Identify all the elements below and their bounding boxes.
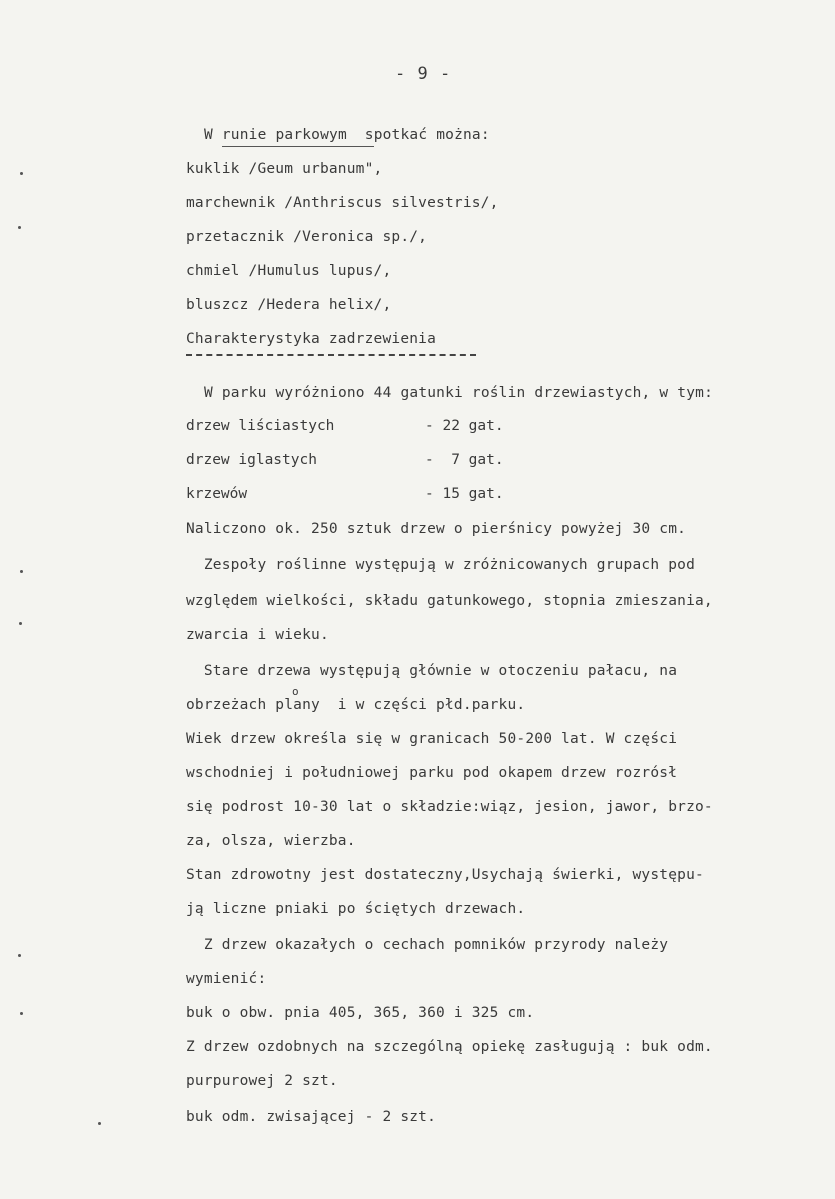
- count-label-shrubs: krzewów: [186, 486, 248, 502]
- count-value-coniferous: - 7 gat.: [425, 452, 504, 468]
- margin-speck: [19, 622, 22, 625]
- margin-speck: [20, 1012, 23, 1015]
- margin-speck: [18, 226, 21, 229]
- text-line-7: Wiek drzew określa się w granicach 50-200 lat. W części: [186, 731, 678, 747]
- trees-intro: W parku wyróżniono 44 gatunki roślin drzewiastych, w tym:: [204, 385, 713, 401]
- section-heading: Charakterystyka zadrzewienia: [186, 331, 437, 347]
- text-line-12: ją liczne pniaki po ściętych drzewach.: [186, 901, 526, 917]
- runo-underline: [222, 146, 374, 147]
- plant-line-4: chmiel /Humulus lupus/,: [186, 263, 392, 279]
- plant-line-1: kuklik /Geum urbanum",: [186, 161, 383, 177]
- text-line-6: obrzeżach plany i w części płd.parku.: [186, 697, 526, 713]
- page-number: - 9 -: [395, 64, 452, 84]
- runo-intro-suffix: spotkać można:: [346, 127, 490, 143]
- count-value-shrubs: - 15 gat.: [425, 486, 504, 502]
- text-line-14: wymienić:: [186, 971, 267, 987]
- plant-line-5: bluszcz /Hedera helix/,: [186, 297, 392, 313]
- count-value-deciduous: - 22 gat.: [425, 418, 504, 434]
- text-line-8: wschodniej i południowej parku pod okapem drzew rozrósł: [186, 765, 678, 781]
- text-line-1: Naliczono ok. 250 sztuk drzew o pierśnicy powyżej 30 cm.: [186, 521, 687, 537]
- text-line-17: purpurowej 2 szt.: [186, 1073, 338, 1089]
- text-line-5: Stare drzewa występują głównie w otoczeniu pałacu, na: [186, 663, 678, 679]
- text-line-15: buk o obw. pnia 405, 365, 360 i 325 cm.: [186, 1005, 535, 1021]
- count-label-coniferous: drzew iglastych: [186, 452, 317, 468]
- text-line-18: buk odm. zwisającej - 2 szt.: [186, 1109, 437, 1125]
- margin-speck: [20, 172, 23, 175]
- text-line-4: zwarcia i wieku.: [186, 627, 329, 643]
- text-line-2: Zespoły roślinne występują w zróżnicowanych grupach pod: [186, 557, 695, 573]
- runo-intro-underlined: runie parkowym: [221, 127, 347, 143]
- text-line-9: się podrost 10-30 lat o składzie:wiąz, jesion, jawor, brzo-: [186, 799, 713, 815]
- plant-line-3: przetacznik /Veronica sp./,: [186, 229, 428, 245]
- text-line-11: Stan zdrowotny jest dostateczny,Usychają świerki, występu-: [186, 867, 704, 883]
- text-line-16: Z drzew ozdobnych na szczególną opiekę zasługują : buk odm.: [186, 1039, 713, 1055]
- runo-intro: [204, 126, 490, 144]
- section-heading-underline: [186, 354, 476, 356]
- margin-speck: [18, 954, 21, 957]
- handwritten-correction-mark: o: [292, 685, 299, 698]
- margin-speck: [20, 570, 23, 573]
- text-line-13: Z drzew okazałych o cechach pomników przyrody należy: [186, 937, 669, 953]
- count-label-deciduous: drzew liściastych: [186, 418, 335, 434]
- margin-speck: [98, 1122, 101, 1125]
- text-line-3: względem wielkości, składu gatunkowego, stopnia zmieszania,: [186, 593, 713, 609]
- runo-intro-prefix: W: [204, 127, 222, 143]
- plant-line-2: marchewnik /Anthriscus silvestris/,: [186, 195, 499, 211]
- text-line-10: za, olsza, wierzba.: [186, 833, 356, 849]
